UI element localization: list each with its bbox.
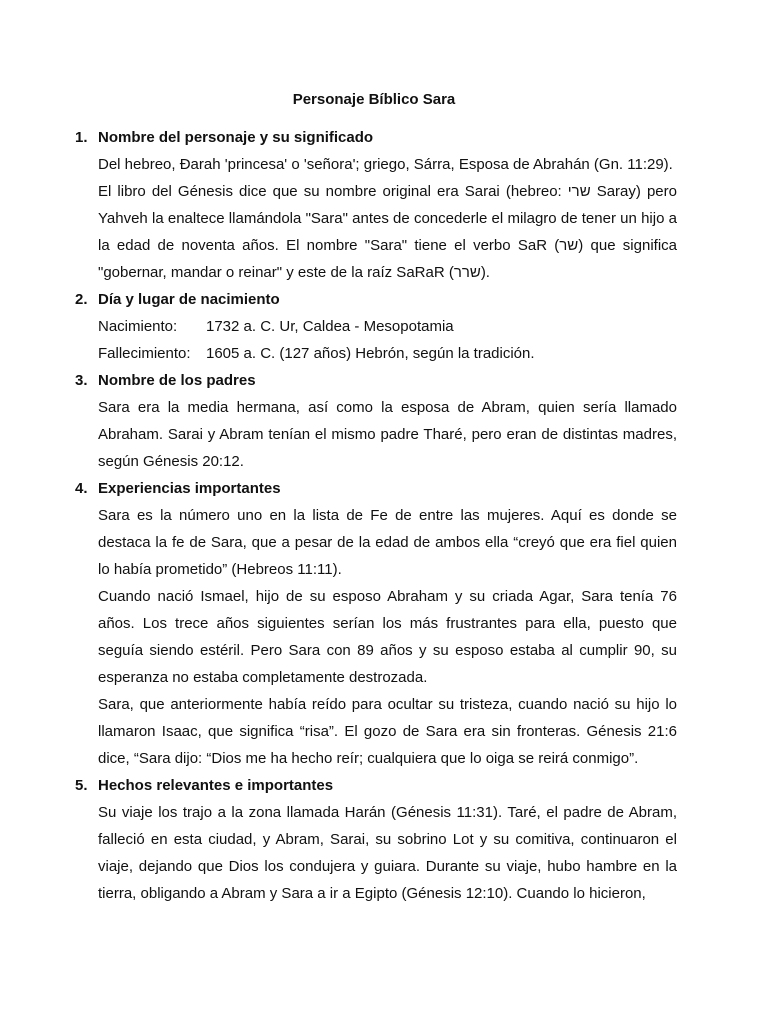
section-number: 5.	[75, 777, 88, 794]
section-3	[75, 367, 677, 475]
birth-row	[98, 313, 677, 340]
death-value: 1605 a. C. (127 años) Hebrón, según la tradición.	[206, 345, 535, 362]
section-content	[98, 394, 677, 475]
section-content	[98, 151, 677, 286]
birth-label: Nacimiento:	[98, 318, 178, 335]
section-title: Nombre de los padres	[98, 372, 256, 389]
section-content	[98, 799, 677, 907]
section-2	[75, 286, 677, 367]
death-label: Fallecimiento:	[98, 345, 191, 362]
section-5	[75, 772, 677, 907]
section-title: Experiencias importantes	[98, 480, 281, 497]
section-title: Hechos relevantes e importantes	[98, 777, 334, 794]
section-content	[98, 313, 677, 367]
paragraph: Del hebreo, Ðarah 'princesa' o 'señora'; griego, Sárra, Esposa de Abrahán (Gn. 11:29).	[98, 156, 673, 173]
page-title: Personaje Bíblico Sara	[292, 91, 456, 108]
paragraph: Sara, que anteriormente había reído para ocultar su tristeza, cuando nació su hijo lo llamaron Isaac, que significa “risa”. El gozo de Sara era sin fronteras. Génesis 21:6 dice, “Sara dijo: “Dios me ha hecho reír; cualquiera que lo oiga se reirá conmigo”.	[98, 696, 677, 767]
document-body	[75, 124, 677, 907]
section-content	[98, 502, 677, 772]
section-number: 1.	[75, 129, 88, 146]
section-number: 4.	[75, 480, 88, 497]
section-heading	[75, 475, 677, 502]
section-number: 3.	[75, 372, 88, 389]
paragraph: El libro del Génesis dice que su nombre original era Sarai (hebreo: שרי Saray) pero Yahveh la enaltece llamándola "Sara" antes de concederle el milagro de tener un hijo a la edad de noventa años. El nombre "Sara" tiene el verbo SaR (שר) que significa "gobernar, mandar o reinar" y este de la raíz SaRaR (שרר).	[98, 183, 677, 281]
section-heading	[75, 772, 677, 799]
paragraph: Sara era la media hermana, así como la esposa de Abram, quien sería llamado Abraham. Sarai y Abram tenían el mismo padre Tharé, pero eran de distintas madres, según Génesis 20:12.	[98, 399, 677, 470]
section-heading	[75, 124, 677, 151]
section-heading	[75, 367, 677, 394]
death-row	[98, 340, 677, 367]
section-title: Nombre del personaje y su significado	[98, 129, 374, 146]
section-1	[75, 124, 677, 286]
section-heading	[75, 286, 677, 313]
birth-value: 1732 a. C. Ur, Caldea - Mesopotamia	[206, 318, 454, 335]
section-4	[75, 475, 677, 772]
paragraph: Su viaje los trajo a la zona llamada Harán (Génesis 11:31). Taré, el padre de Abram, falleció en esta ciudad, y Abram, Sarai, su sobrino Lot y su comitiva, continuaron el viaje, dejando que Dios los condujera y guiara. Durante su viaje, hubo hambre en la tierra, obligando a Abram y Sara a ir a Egipto (Génesis 12:10). Cuando lo hicieron,	[98, 804, 677, 902]
section-title: Día y lugar de nacimiento	[98, 291, 280, 308]
paragraph: Cuando nació Ismael, hijo de su esposo Abraham y su criada Agar, Sara tenía 76 años. Los trece años siguientes serían los más frustrantes para ella, puesto que seguía siendo estéril. Pero Sara con 89 años y su esposo estaba al cumplir 90, su esperanza no estaba completamente destrozada.	[98, 588, 677, 686]
section-number: 2.	[75, 291, 88, 308]
paragraph: Sara es la número uno en la lista de Fe de entre las mujeres. Aquí es donde se destaca la fe de Sara, que a pesar de la edad de ambos ella “creyó que era fiel quien lo había prometido” (Hebreos 11:11).	[98, 507, 677, 578]
